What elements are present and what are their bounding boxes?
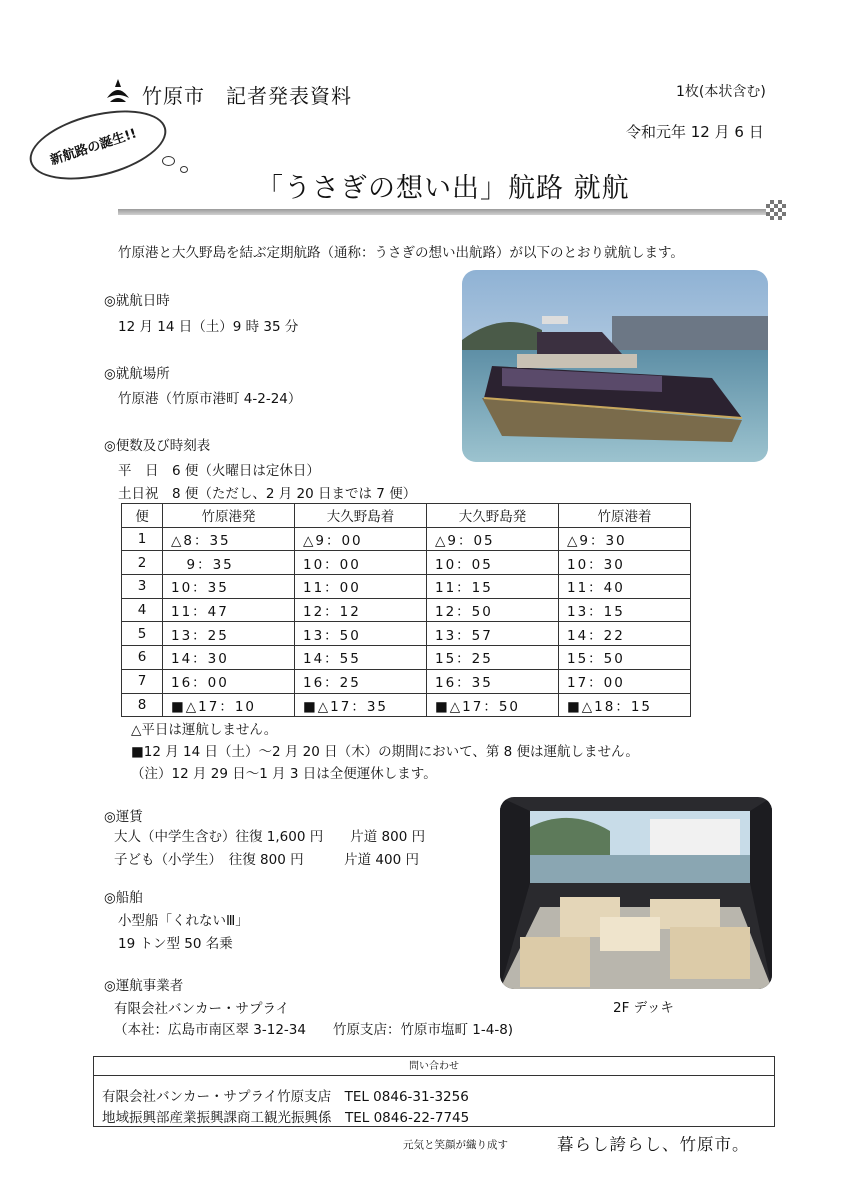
header-takehara-arrive: 竹原港着: [559, 504, 691, 528]
title-rule: [118, 209, 766, 215]
okunoshima-depart: 13：57: [427, 622, 559, 646]
okunoshima-arrive: 10：00: [295, 551, 427, 575]
table-row: [122, 551, 691, 575]
timetable-header-row: [122, 504, 691, 528]
table-row: [122, 669, 691, 693]
ship-name: 小型船「くれないⅢ」: [118, 913, 249, 929]
note-trip8: ■12 月 14 日（土）～2 月 20 日（木）の期間において、第 8 便は運航しません。: [131, 744, 639, 760]
trip-no: 4: [122, 598, 163, 622]
schedule-heading: ◎便数及び時刻表: [104, 438, 211, 454]
page-title: 「うさぎの想い出」航路 就航: [256, 173, 630, 204]
takehara-depart: △8：35: [163, 527, 295, 551]
table-row: [122, 527, 691, 551]
slogan-small: 元気と笑顔が織り成す: [403, 1139, 508, 1151]
operator-heading: ◎運航事業者: [104, 978, 184, 994]
contact-box: [93, 1056, 775, 1127]
release-date: 令和元年 12 月 6 日: [626, 123, 764, 141]
okunoshima-depart: 10：05: [427, 551, 559, 575]
okunoshima-arrive: 11：00: [295, 575, 427, 599]
intro-text: 竹原港と大久野島を結ぶ定期航路（通称：うさぎの想い出航路）が以下のとおり就航します。: [118, 245, 684, 261]
takehara-arrive: 11：40: [559, 575, 691, 599]
deck-caption: 2F デッキ: [613, 1000, 674, 1016]
start-date-heading: ◎就航日時: [104, 293, 170, 309]
operator-name: 有限会社バンカー・サプライ: [114, 1001, 290, 1017]
table-row: [122, 575, 691, 599]
okunoshima-arrive: △9：00: [295, 527, 427, 551]
takehara-arrive: 10：30: [559, 551, 691, 575]
contact-row-operator: 有限会社バンカー・サプライ竹原支店 TEL 0846-31-3256: [102, 1089, 469, 1105]
okunoshima-depart: 16：35: [427, 669, 559, 693]
contact-heading: 問い合わせ: [94, 1057, 774, 1076]
okunoshima-arrive: 13：50: [295, 622, 427, 646]
okunoshima-depart: 15：25: [427, 646, 559, 670]
holiday-trips: 土日祝 8 便（ただし、2 月 20 日までは 7 便）: [118, 486, 417, 502]
trip-no: 6: [122, 646, 163, 670]
trip-no: 7: [122, 669, 163, 693]
takehara-depart: 13：25: [163, 622, 295, 646]
trip-no: 3: [122, 575, 163, 599]
header-takehara-depart: 竹原港発: [163, 504, 295, 528]
ship-heading: ◎船舶: [104, 890, 143, 906]
takehara-arrive: ■△18：15: [559, 693, 691, 717]
ship-spec: 19 トン型 50 名乗: [118, 936, 233, 952]
ship-photo: [462, 270, 768, 462]
header-okunoshima-arrive: 大久野島着: [295, 504, 427, 528]
takehara-depart: 11：47: [163, 598, 295, 622]
trip-no: 2: [122, 551, 163, 575]
takehara-depart: 9：35: [163, 551, 295, 575]
checker-ornament: [766, 200, 786, 220]
takehara-depart: 14：30: [163, 646, 295, 670]
trip-no: 8: [122, 693, 163, 717]
takehara-arrive: 17：00: [559, 669, 691, 693]
deck-photo: [500, 797, 772, 989]
header-okunoshima-depart: 大久野島発: [427, 504, 559, 528]
header-trip-no: 便: [122, 504, 163, 528]
place-value: 竹原港（竹原市港町 4-2-24）: [118, 391, 302, 407]
takehara-arrive: △9：30: [559, 527, 691, 551]
slogan-main: 暮らし誇らし、竹原市。: [557, 1135, 750, 1154]
sheet-count: 1枚(本状含む): [676, 84, 766, 100]
fare-child: 子ども（小学生） 往復 800 円 片道 400 円: [114, 852, 419, 868]
okunoshima-depart: 11：15: [427, 575, 559, 599]
okunoshima-depart: ■△17：50: [427, 693, 559, 717]
okunoshima-arrive: 12：12: [295, 598, 427, 622]
okunoshima-arrive: 16：25: [295, 669, 427, 693]
fare-heading: ◎運賃: [104, 809, 143, 825]
table-row: [122, 693, 691, 717]
okunoshima-arrive: 14：55: [295, 646, 427, 670]
takehara-depart: 16：00: [163, 669, 295, 693]
place-heading: ◎就航場所: [104, 366, 170, 382]
trip-no: 1: [122, 527, 163, 551]
table-row: [122, 646, 691, 670]
org-press-release-label: 竹原市 記者発表資料: [142, 84, 352, 108]
city-emblem-icon: [104, 78, 132, 104]
trip-no: 5: [122, 622, 163, 646]
okunoshima-depart: △9：05: [427, 527, 559, 551]
operator-address: （本社：広島市南区翠 3-12-34 竹原支店：竹原市塩町 1-4-8): [114, 1022, 514, 1038]
okunoshima-depart: 12：50: [427, 598, 559, 622]
takehara-depart: ■△17：10: [163, 693, 295, 717]
note-holiday: （注）12 月 29 日～1 月 3 日は全便運休します。: [131, 766, 437, 782]
note-weekday: △平日は運航しません。: [131, 722, 278, 738]
new-route-badge: [22, 110, 192, 190]
takehara-arrive: 14：22: [559, 622, 691, 646]
table-row: [122, 622, 691, 646]
okunoshima-arrive: ■△17：35: [295, 693, 427, 717]
takehara-arrive: 15：50: [559, 646, 691, 670]
weekday-trips: 平 日 6 便（火曜日は定休日）: [118, 463, 320, 479]
contact-row-city: 地域振興部産業振興課商工観光振興係 TEL 0846-22-7745: [102, 1110, 470, 1126]
start-date-value: 12 月 14 日（土）9 時 35 分: [118, 319, 299, 335]
fare-adult: 大人（中学生含む）往復 1,600 円 片道 800 円: [114, 829, 426, 845]
table-row: [122, 598, 691, 622]
badge-text: 新航路の誕生!!: [48, 126, 139, 169]
timetable: [121, 503, 691, 717]
takehara-arrive: 13：15: [559, 598, 691, 622]
takehara-depart: 10：35: [163, 575, 295, 599]
